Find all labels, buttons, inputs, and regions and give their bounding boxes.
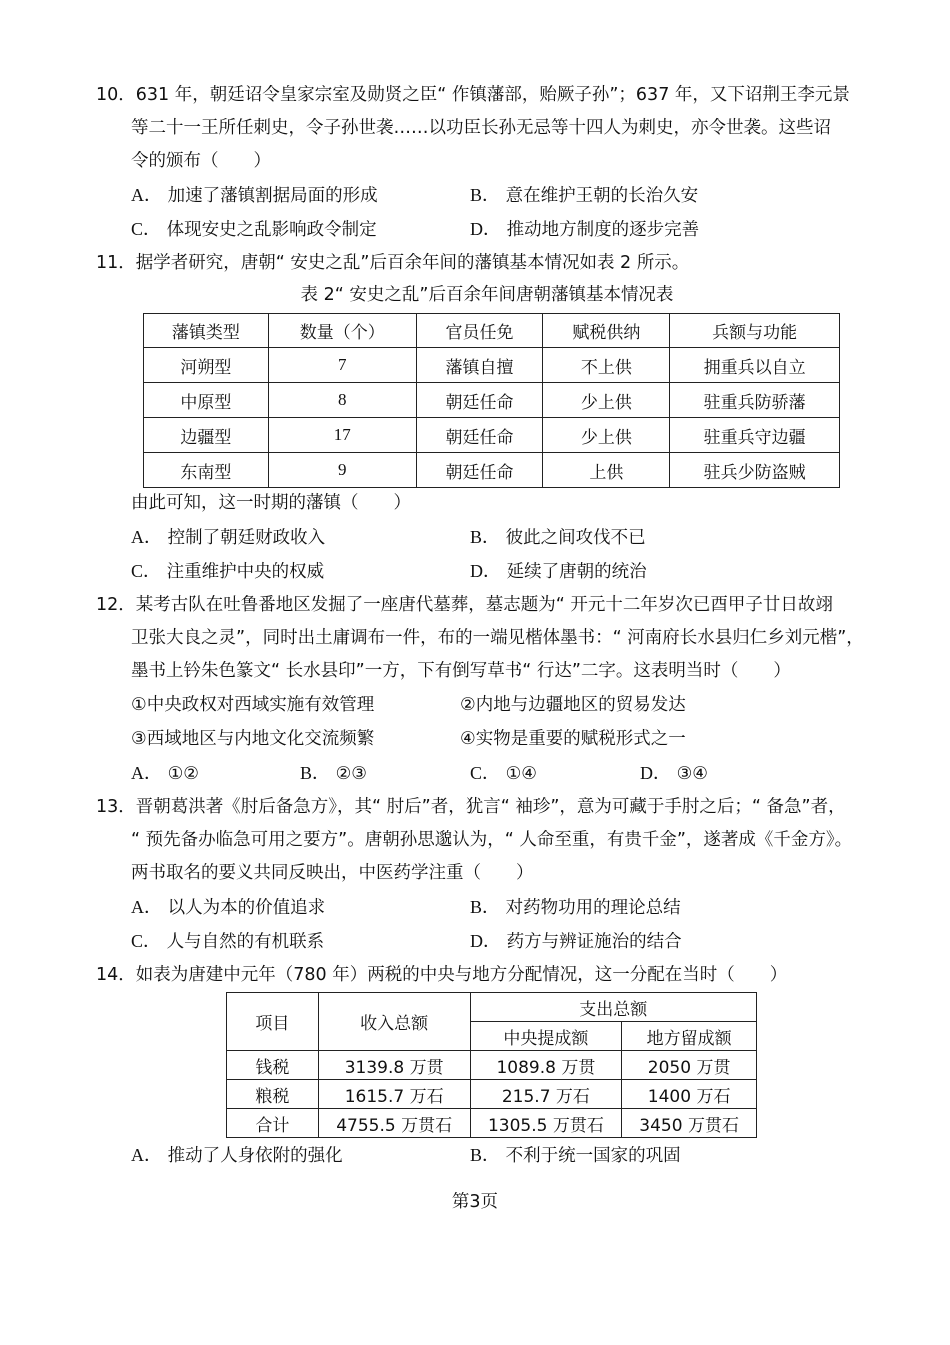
- q11-table-header-row: [144, 314, 840, 348]
- q14-cell: 钱税: [227, 1051, 319, 1080]
- q12-line-1: 12．某考古队在吐鲁番地区发掘了一座唐代墓葬，墓志题为“ 开元十二年岁次已酉甲子廿日故翊: [96, 595, 833, 615]
- q11-table-row: [144, 453, 840, 488]
- q11-cell: 东南型: [144, 453, 269, 488]
- q12-option-b: B． ②③: [300, 763, 367, 784]
- q14-header-local: 地方留成额: [622, 1022, 757, 1051]
- q11-header-cell: 藩镇类型: [144, 314, 269, 348]
- q10-option-d: D． 推动地方制度的逐步完善: [470, 219, 700, 240]
- q11-cell: 驻重兵防骄藩: [670, 383, 840, 418]
- q11-cell: 河朔型: [144, 348, 269, 383]
- q14-cell: 1305.5 万贯石: [470, 1109, 622, 1138]
- q11-cell: 驻兵少防盗贼: [670, 453, 840, 488]
- q12-item-4: ④实物是重要的赋税形式之一: [460, 729, 686, 749]
- q11-cell: 拥重兵以自立: [670, 348, 840, 383]
- q14-option-a: A． 推动了人身依附的强化: [131, 1145, 343, 1166]
- q11-stem: 由此可知，这一时期的藩镇（ ）: [131, 493, 411, 513]
- q11-cell: 驻重兵守边疆: [670, 418, 840, 453]
- q10-option-b: B． 意在维护王朝的长治久安: [470, 185, 699, 206]
- q10-option-c: C． 体现安史之乱影响政令制定: [131, 219, 377, 240]
- q14-cell: 4755.5 万贯石: [318, 1109, 470, 1138]
- q11-option-a: A． 控制了朝廷财政收入: [131, 527, 326, 548]
- q11-cell: 少上供: [543, 418, 670, 453]
- q11-cell: 17: [268, 418, 416, 453]
- q14-header-central: 中央提成额: [470, 1022, 622, 1051]
- q11-cell: 9: [268, 453, 416, 488]
- q14-header-income: 收入总额: [318, 993, 470, 1051]
- q11-table-row: [144, 418, 840, 453]
- q11-cell: 朝廷任命: [416, 383, 543, 418]
- q11-cell: 朝廷任命: [416, 418, 543, 453]
- q14-table: [226, 992, 757, 1138]
- q14-option-b: B． 不利于统一国家的巩固: [470, 1145, 681, 1166]
- q11-table-row: [144, 348, 840, 383]
- q11-cell: 7: [268, 348, 416, 383]
- q14-header-expense: 支出总额: [470, 993, 756, 1022]
- q13-option-b: B． 对药物功用的理论总结: [470, 897, 681, 918]
- q11-cell: 藩镇自擅: [416, 348, 543, 383]
- q14-cell: 粮税: [227, 1080, 319, 1109]
- q11-cell: 少上供: [543, 383, 670, 418]
- q14-cell: 1089.8 万贯: [470, 1051, 622, 1080]
- q11-header-cell: 数量（个）: [268, 314, 416, 348]
- q12-line-2: 卫张大良之灵”，同时出土庸调布一件，布的一端见楷体墨书：“ 河南府长水县归仁乡刘元楷”，: [131, 628, 864, 648]
- q14-table-row: [227, 1080, 757, 1109]
- q13-option-a: A． 以人为本的价值追求: [131, 897, 326, 918]
- q11-cell: 8: [268, 383, 416, 418]
- q12-item-3: ③西域地区与内地文化交流频繁: [131, 729, 375, 749]
- q10-option-a: A． 加速了藩镇割据局面的形成: [131, 185, 378, 206]
- q10-line-1: 10．631 年，朝廷诏令皇家宗室及勋贤之臣“ 作镇藩部，贻厥子孙”；637 年，又下诏荆王李元景: [96, 85, 850, 105]
- q11-cell: 不上供: [543, 348, 670, 383]
- q13-line-2: “ 预先备办临急可用之要方”。唐朝孙思邈认为，“ 人命至重，有贵千金”，遂著成《千金方》。: [131, 830, 853, 850]
- q12-item-1: ①中央政权对西域实施有效管理: [131, 695, 375, 715]
- q12-option-d: D． ③④: [640, 763, 708, 784]
- q14-header-item: 项目: [227, 993, 319, 1051]
- q14-table-row: [227, 1051, 757, 1080]
- q12-line-3: 墨书上钤朱色篆文“ 长水县印”一方，下有倒写草书“ 行达”二字。这表明当时（ ）: [131, 661, 791, 681]
- q10-line-3: 令的颁布（ ）: [131, 151, 271, 171]
- q11-table-caption: 表 2“ 安史之乱”后百余年间唐朝藩镇基本情况表: [300, 285, 674, 305]
- q11-header-cell: 兵额与功能: [670, 314, 840, 348]
- q11-cell: 上供: [543, 453, 670, 488]
- q11-option-c: C． 注重维护中央的权威: [131, 561, 325, 582]
- q14-line: 14．如表为唐建中元年（780 年）两税的中央与地方分配情况，这一分配在当时（ ）: [96, 965, 788, 985]
- q14-table-row: [227, 1109, 757, 1138]
- q14-cell: 合计: [227, 1109, 319, 1138]
- q11-header-cell: 官员任免: [416, 314, 543, 348]
- q14-cell: 1400 万石: [622, 1080, 757, 1109]
- q11-table: [143, 313, 840, 488]
- q14-cell: 215.7 万石: [470, 1080, 622, 1109]
- q11-line: 11．据学者研究，唐朝“ 安史之乱”后百余年间的藩镇基本情况如表 2 所示。: [96, 253, 690, 273]
- q14-cell: 2050 万贯: [622, 1051, 757, 1080]
- q11-option-b: B． 彼此之间攻伐不已: [470, 527, 646, 548]
- q11-option-d: D． 延续了唐朝的统治: [470, 561, 647, 582]
- q11-cell: 朝廷任命: [416, 453, 543, 488]
- q11-table-row: [144, 383, 840, 418]
- q14-cell: 1615.7 万石: [318, 1080, 470, 1109]
- q12-item-2: ②内地与边疆地区的贸易发达: [460, 695, 686, 715]
- page-number: 第3页: [451, 1192, 499, 1212]
- q13-option-c: C． 人与自然的有机联系: [131, 931, 325, 952]
- q11-cell: 中原型: [144, 383, 269, 418]
- q14-table-header-row: [227, 993, 757, 1022]
- q12-option-a: A． ①②: [131, 763, 199, 784]
- q13-line-3: 两书取名的要义共同反映出，中医药学注重（ ）: [131, 863, 534, 883]
- q10-line-2: 等二十一王所任刺史，令子孙世袭……以功臣长孙无忌等十四人为刺史，亦令世袭。这些诏: [131, 118, 831, 138]
- q13-line-1: 13．晋朝葛洪著《肘后备急方》，其“ 肘后”者，犹言“ 袖珍”，意为可藏于手肘之后；“ 备急”者，: [96, 797, 846, 817]
- q14-cell: 3139.8 万贯: [318, 1051, 470, 1080]
- q13-option-d: D． 药方与辨证施治的结合: [470, 931, 682, 952]
- q11-header-cell: 赋税供纳: [543, 314, 670, 348]
- q12-option-c: C． ①④: [470, 763, 537, 784]
- q11-cell: 边疆型: [144, 418, 269, 453]
- q14-cell: 3450 万贯石: [622, 1109, 757, 1138]
